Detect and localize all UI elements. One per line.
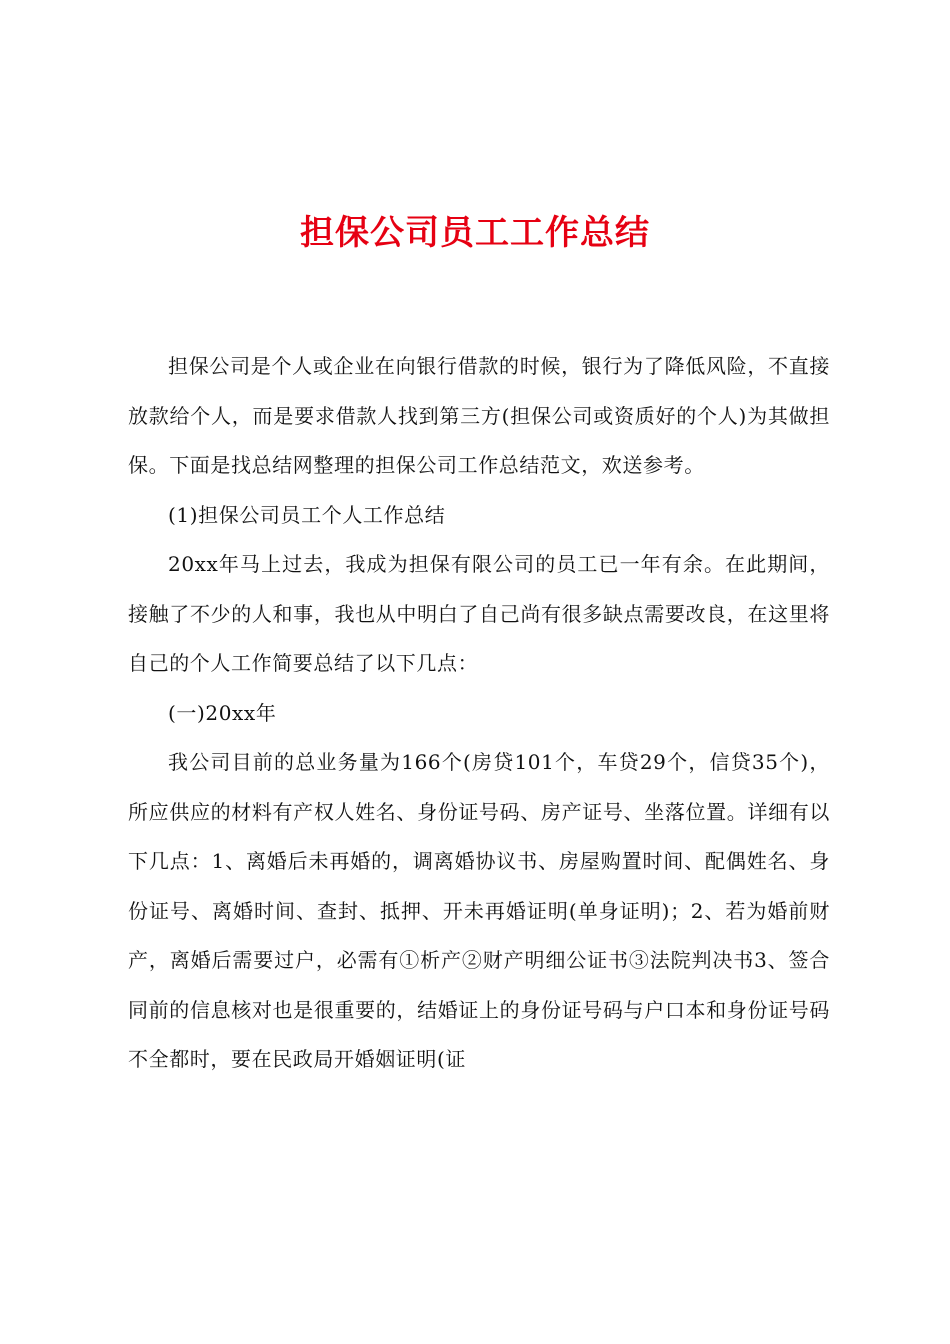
business-paragraph: 我公司目前的总业务量为166个(房贷101个，车贷29个，信贷35个)，所应供应的材料有产权人姓名、身份证号码、房产证号、坐落位置。详细有以下几点：1、离婚后未再婚的，调离婚协议书、房屋购置时间、配偶姓名、身份证号、离婚时间、查封、抵押、开未再婚证明(单身证明)；2、若为婚前财产，离婚后需要过户，必需有①析产②财产明细公证书③法院判决书3、签合同前的信息核对也是很重要的，结婚证上的身份证号码与户口本和身份证号码不全都时，要在民政局开婚姻证明(证	[128, 750, 830, 1071]
document-body	[128, 342, 830, 1085]
intro-paragraph: 担保公司是个人或企业在向银行借款的时候，银行为了降低风险，不直接放款给个人，而是要求借款人找到第三方(担保公司或资质好的个人)为其做担保。下面是找总结网整理的担保公司工作总结范文，欢送参考。	[128, 354, 830, 477]
section-heading-1: (1)担保公司员工个人工作总结	[168, 502, 446, 527]
summary-paragraph: 20xx年马上过去，我成为担保有限公司的员工已一年有余。在此期间，接触了不少的人和事，我也从中明白了自己尚有很多缺点需要改良，在这里将自己的个人工作简要总结了以下几点：	[128, 552, 830, 675]
subsection-heading-1: (一)20xx年	[168, 700, 277, 725]
document-title: 担保公司员工工作总结	[300, 213, 650, 253]
